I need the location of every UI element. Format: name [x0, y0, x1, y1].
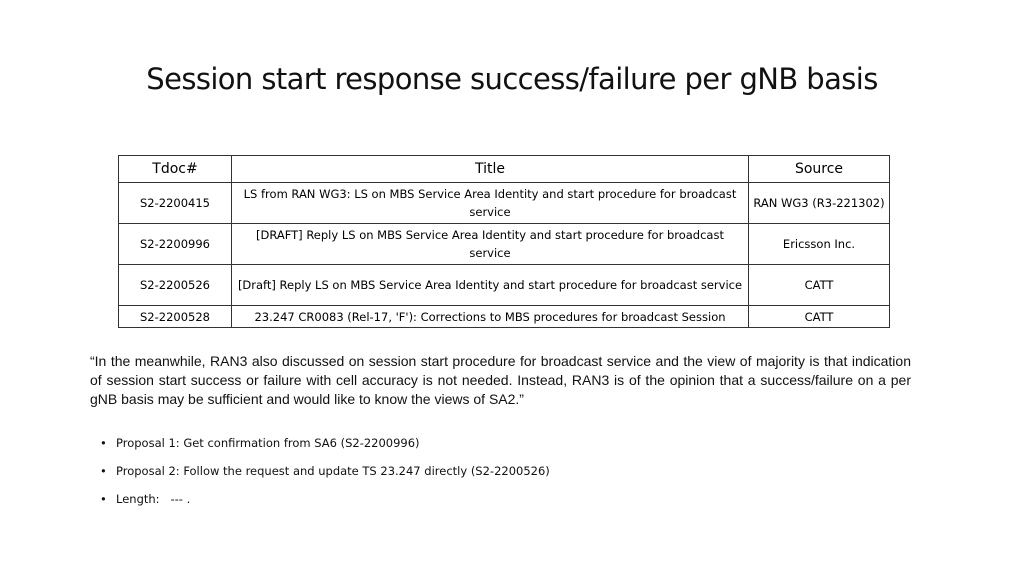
table-header-row — [119, 156, 890, 183]
list-item — [100, 489, 550, 517]
cell-tdoc: S2-2200526 — [119, 265, 232, 306]
cell-source: RAN WG3 (R3-221302) — [749, 183, 890, 224]
cell-tdoc: S2-2200415 — [119, 183, 232, 224]
tdoc-table — [118, 155, 890, 328]
table-row — [119, 183, 890, 224]
quote-paragraph: “In the meanwhile, RAN3 also discussed on session start procedure for broadcast service and the view of majority is that indication of session start success or failure with cell accuracy is not needed. Instead, RAN3 is of the opinion that a success/failure on a per gNB basis may be sufficient and would like to know the views of SA2.” — [90, 353, 911, 407]
cell-source: Ericsson Inc. — [749, 224, 890, 265]
table-row — [119, 306, 890, 328]
header-title: Title — [232, 156, 749, 183]
proposal-list — [100, 433, 550, 517]
cell-tdoc: S2-2200528 — [119, 306, 232, 328]
slide-title: Session start response success/failure per gNB basis — [146, 62, 878, 96]
list-item — [100, 461, 550, 489]
cell-source: CATT — [749, 306, 890, 328]
list-item-text: Proposal 1: Get confirmation from SA6 (S2-2200996) — [116, 436, 420, 450]
table-row — [119, 224, 890, 265]
header-tdoc: Tdoc# — [119, 156, 232, 183]
cell-title: [DRAFT] Reply LS on MBS Service Area Identity and start procedure for broadcast service — [232, 224, 749, 265]
list-item-text: Length: --- . — [116, 492, 191, 506]
cell-source: CATT — [749, 265, 890, 306]
cell-title: [Draft] Reply LS on MBS Service Area Identity and start procedure for broadcast service — [232, 265, 749, 306]
list-item — [100, 433, 550, 461]
cell-tdoc: S2-2200996 — [119, 224, 232, 265]
bullet-icon: • — [100, 436, 107, 450]
table-row — [119, 265, 890, 306]
bullet-icon: • — [100, 492, 107, 506]
cell-title: 23.247 CR0083 (Rel-17, 'F'): Corrections to MBS procedures for broadcast Session — [232, 306, 749, 328]
header-source: Source — [749, 156, 890, 183]
list-item-text: Proposal 2: Follow the request and update TS 23.247 directly (S2-2200526) — [116, 464, 550, 478]
bullet-icon: • — [100, 464, 107, 478]
cell-title: LS from RAN WG3: LS on MBS Service Area Identity and start procedure for broadcast service — [232, 183, 749, 224]
